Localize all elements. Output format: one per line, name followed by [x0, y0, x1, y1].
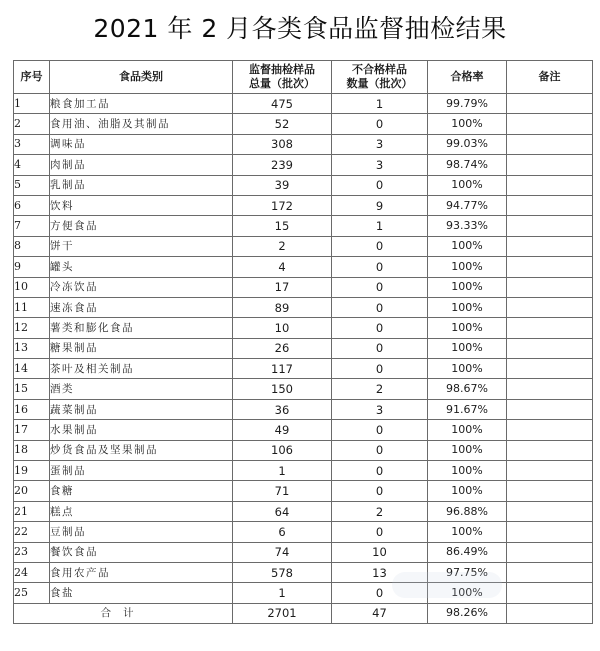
cell-category: 乳制品: [50, 175, 233, 195]
cell-category: 调味品: [50, 134, 233, 154]
cell-category: 薯类和膨化食品: [50, 318, 233, 338]
cell-sample-total: 15: [233, 216, 332, 236]
cell-index: 11: [14, 297, 50, 317]
table-row: [14, 501, 593, 521]
cell-pass-rate: 100%: [428, 277, 507, 297]
cell-unqualified: 0: [332, 420, 428, 440]
cell-index: 24: [14, 562, 50, 582]
cell-category: 茶叶及相关制品: [50, 359, 233, 379]
cell-sample-total: 578: [233, 562, 332, 582]
table-row: [14, 94, 593, 114]
table-row: [14, 175, 593, 195]
cell-sample-total: 4: [233, 257, 332, 277]
table-row: [14, 399, 593, 419]
cell-category: 餐饮食品: [50, 542, 233, 562]
cell-unqualified: 1: [332, 216, 428, 236]
cell-index: 18: [14, 440, 50, 460]
table-row: [14, 522, 593, 542]
cell-pass-rate: 100%: [428, 481, 507, 501]
cell-unqualified: 0: [332, 257, 428, 277]
cell-unqualified: 3: [332, 399, 428, 419]
cell-index: 2: [14, 114, 50, 134]
cell-unqualified: 0: [332, 461, 428, 481]
cell-unqualified: 0: [332, 359, 428, 379]
cell-unqualified: 0: [332, 338, 428, 358]
cell-remarks: [507, 236, 593, 256]
cell-index: 3: [14, 134, 50, 154]
cell-pass-rate: 93.33%: [428, 216, 507, 236]
cell-remarks: [507, 94, 593, 114]
cell-remarks: [507, 522, 593, 542]
cell-remarks: [507, 155, 593, 175]
cell-sample-total: 64: [233, 501, 332, 521]
cell-unqualified: 0: [332, 583, 428, 603]
header-index: 序号: [14, 61, 50, 94]
cell-unqualified: 0: [332, 175, 428, 195]
cell-pass-rate: 100%: [428, 297, 507, 317]
cell-pass-rate: 100%: [428, 318, 507, 338]
cell-index: 17: [14, 420, 50, 440]
cell-index: 25: [14, 583, 50, 603]
table-body: [14, 94, 593, 604]
cell-sample-total: 150: [233, 379, 332, 399]
cell-remarks: [507, 216, 593, 236]
cell-unqualified: 10: [332, 542, 428, 562]
cell-index: 6: [14, 195, 50, 215]
table-row: [14, 440, 593, 460]
header-sample-total-line2: 总量（批次）: [249, 77, 315, 90]
cell-unqualified: 13: [332, 562, 428, 582]
cell-pass-rate: 98.67%: [428, 379, 507, 399]
cell-unqualified: 0: [332, 277, 428, 297]
cell-unqualified: 2: [332, 501, 428, 521]
cell-remarks: [507, 318, 593, 338]
cell-sample-total: 10: [233, 318, 332, 338]
table-row: [14, 277, 593, 297]
cell-remarks: [507, 583, 593, 603]
cell-pass-rate: 100%: [428, 440, 507, 460]
table-row: [14, 114, 593, 134]
cell-category: 酒类: [50, 379, 233, 399]
table-header-row: [14, 61, 593, 94]
cell-remarks: [507, 277, 593, 297]
header-category: 食品类别: [50, 61, 233, 94]
cell-sample-total: 26: [233, 338, 332, 358]
cell-sample-total: 475: [233, 94, 332, 114]
cell-pass-rate: 96.88%: [428, 501, 507, 521]
table-row: [14, 562, 593, 582]
total-label: 合计: [14, 603, 233, 623]
cell-index: 19: [14, 461, 50, 481]
cell-unqualified: 0: [332, 481, 428, 501]
cell-sample-total: 39: [233, 175, 332, 195]
cell-index: 1: [14, 94, 50, 114]
cell-remarks: [507, 195, 593, 215]
cell-category: 食糖: [50, 481, 233, 501]
cell-remarks: [507, 542, 593, 562]
cell-category: 豆制品: [50, 522, 233, 542]
cell-unqualified: 1: [332, 94, 428, 114]
table-row: [14, 542, 593, 562]
cell-pass-rate: 100%: [428, 583, 507, 603]
cell-index: 22: [14, 522, 50, 542]
cell-pass-rate: 94.77%: [428, 195, 507, 215]
cell-category: 糖果制品: [50, 338, 233, 358]
cell-pass-rate: 99.03%: [428, 134, 507, 154]
cell-unqualified: 0: [332, 297, 428, 317]
cell-index: 16: [14, 399, 50, 419]
cell-sample-total: 1: [233, 461, 332, 481]
cell-index: 9: [14, 257, 50, 277]
cell-unqualified: 0: [332, 440, 428, 460]
cell-sample-total: 71: [233, 481, 332, 501]
header-unqualified: [332, 61, 428, 94]
table-row: [14, 236, 593, 256]
cell-sample-total: 308: [233, 134, 332, 154]
cell-index: 10: [14, 277, 50, 297]
cell-unqualified: 0: [332, 236, 428, 256]
cell-sample-total: 36: [233, 399, 332, 419]
cell-sample-total: 74: [233, 542, 332, 562]
cell-sample-total: 17: [233, 277, 332, 297]
table-row: [14, 318, 593, 338]
cell-sample-total: 52: [233, 114, 332, 134]
watermark: [392, 572, 502, 598]
total-unqualified-count: 47: [332, 603, 428, 623]
table-row: [14, 481, 593, 501]
cell-category: 肉制品: [50, 155, 233, 175]
cell-category: 食盐: [50, 583, 233, 603]
cell-category: 粮食加工品: [50, 94, 233, 114]
cell-category: 冷冻饮品: [50, 277, 233, 297]
cell-pass-rate: 100%: [428, 359, 507, 379]
cell-remarks: [507, 359, 593, 379]
cell-category: 蛋制品: [50, 461, 233, 481]
table-row: [14, 359, 593, 379]
cell-category: 糕点: [50, 501, 233, 521]
table-row: [14, 216, 593, 236]
cell-category: 炒货食品及坚果制品: [50, 440, 233, 460]
cell-remarks: [507, 440, 593, 460]
table-row: [14, 338, 593, 358]
cell-remarks: [507, 175, 593, 195]
cell-remarks: [507, 257, 593, 277]
table-row: [14, 583, 593, 603]
cell-index: 20: [14, 481, 50, 501]
table-row: [14, 379, 593, 399]
cell-remarks: [507, 114, 593, 134]
header-unqualified-line2: 数量（批次）: [346, 77, 413, 90]
cell-category: 食用油、油脂及其制品: [50, 114, 233, 134]
total-sample-count: 2701: [233, 603, 332, 623]
cell-category: 速冻食品: [50, 297, 233, 317]
cell-unqualified: 9: [332, 195, 428, 215]
cell-sample-total: 117: [233, 359, 332, 379]
header-remarks: 备注: [507, 61, 593, 94]
cell-remarks: [507, 297, 593, 317]
cell-index: 21: [14, 501, 50, 521]
cell-pass-rate: 99.79%: [428, 94, 507, 114]
cell-remarks: [507, 481, 593, 501]
total-row: [14, 603, 593, 623]
cell-remarks: [507, 461, 593, 481]
total-pass-rate: 98.26%: [428, 603, 507, 623]
cell-pass-rate: 98.74%: [428, 155, 507, 175]
cell-category: 方便食品: [50, 216, 233, 236]
cell-sample-total: 6: [233, 522, 332, 542]
cell-sample-total: 89: [233, 297, 332, 317]
cell-category: 饼干: [50, 236, 233, 256]
cell-category: 饮料: [50, 195, 233, 215]
table-row: [14, 155, 593, 175]
cell-sample-total: 49: [233, 420, 332, 440]
cell-pass-rate: 100%: [428, 461, 507, 481]
cell-pass-rate: 91.67%: [428, 399, 507, 419]
table-row: [14, 195, 593, 215]
cell-pass-rate: 86.49%: [428, 542, 507, 562]
cell-sample-total: 2: [233, 236, 332, 256]
table-row: [14, 297, 593, 317]
cell-index: 12: [14, 318, 50, 338]
cell-category: 食用农产品: [50, 562, 233, 582]
cell-index: 13: [14, 338, 50, 358]
cell-category: 蔬菜制品: [50, 399, 233, 419]
cell-index: 14: [14, 359, 50, 379]
cell-index: 15: [14, 379, 50, 399]
cell-unqualified: 2: [332, 379, 428, 399]
table-row: [14, 420, 593, 440]
header-sample-total-line1: 监督抽检样品: [249, 63, 315, 76]
cell-category: 水果制品: [50, 420, 233, 440]
header-pass-rate: 合格率: [428, 61, 507, 94]
cell-sample-total: 106: [233, 440, 332, 460]
cell-pass-rate: 100%: [428, 236, 507, 256]
cell-remarks: [507, 134, 593, 154]
page-title: 2021 年 2 月各类食品监督抽检结果: [93, 14, 507, 43]
cell-unqualified: 0: [332, 318, 428, 338]
table-row: [14, 134, 593, 154]
cell-pass-rate: 100%: [428, 338, 507, 358]
cell-sample-total: 1: [233, 583, 332, 603]
cell-index: 8: [14, 236, 50, 256]
cell-pass-rate: 100%: [428, 522, 507, 542]
inspection-results-table: [13, 60, 593, 624]
cell-remarks: [507, 420, 593, 440]
table-row: [14, 257, 593, 277]
table-row: [14, 461, 593, 481]
cell-index: 4: [14, 155, 50, 175]
cell-pass-rate: 100%: [428, 175, 507, 195]
cell-sample-total: 172: [233, 195, 332, 215]
cell-index: 5: [14, 175, 50, 195]
cell-remarks: [507, 379, 593, 399]
cell-unqualified: 3: [332, 155, 428, 175]
cell-pass-rate: 100%: [428, 420, 507, 440]
cell-unqualified: 0: [332, 114, 428, 134]
cell-category: 罐头: [50, 257, 233, 277]
header-sample-total: [233, 61, 332, 94]
cell-sample-total: 239: [233, 155, 332, 175]
cell-index: 7: [14, 216, 50, 236]
cell-unqualified: 3: [332, 134, 428, 154]
cell-pass-rate: 97.75%: [428, 562, 507, 582]
cell-index: 23: [14, 542, 50, 562]
cell-remarks: [507, 501, 593, 521]
cell-pass-rate: 100%: [428, 257, 507, 277]
cell-unqualified: 0: [332, 522, 428, 542]
header-unqualified-line1: 不合格样品: [352, 63, 407, 76]
cell-remarks: [507, 338, 593, 358]
cell-remarks: [507, 399, 593, 419]
cell-remarks: [507, 562, 593, 582]
cell-pass-rate: 100%: [428, 114, 507, 134]
total-remarks: [507, 603, 593, 623]
